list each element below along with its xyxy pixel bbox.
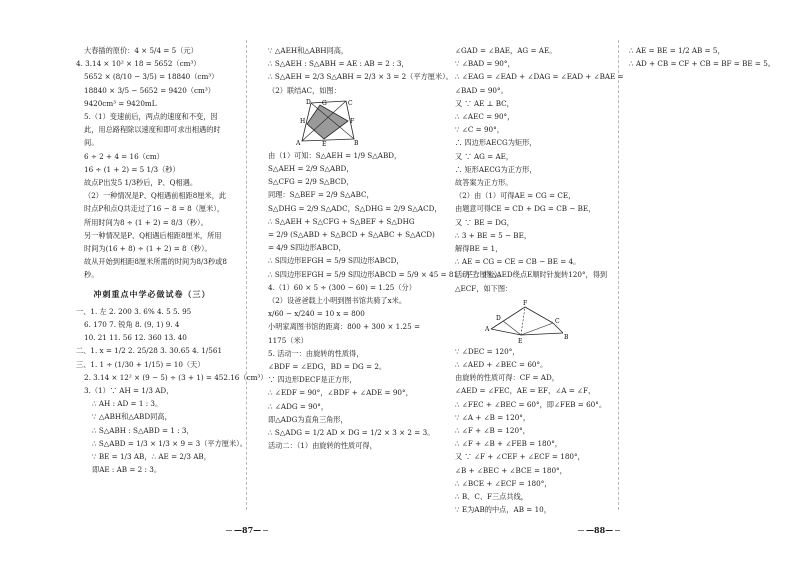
- text-line: ∴ ∠FEC + ∠BEC = 60°，即∠FEB = 60°。: [455, 399, 607, 409]
- text-line: ∴ ∠AED + ∠BEC = 60°。: [455, 360, 548, 370]
- answers-section-three: [76, 305, 268, 477]
- text-line: 解得BE = 1，: [455, 244, 503, 254]
- label-c: C: [555, 317, 560, 325]
- text-line: ∵ ∠BAD = 90°，: [455, 59, 515, 69]
- text-line: ∵ BE = 1/3 AB，∴ AE = 2/3 AB，: [92, 452, 211, 462]
- text-line: 6 ÷ 2 + 4 = 16（cm）: [84, 151, 164, 161]
- text-line: 6. 170 7. 锐角 8. (9, 1) 9. 4: [84, 320, 180, 330]
- text-line: ∴ 矩形AECG为正方形，: [455, 164, 537, 174]
- text-line: 大春插的原价：4 × 5/4 = 5（元）: [84, 46, 198, 55]
- text-line: 活动二：（1）由旋转的性质可得，: [268, 441, 377, 451]
- text-line: S△DHG = 2/9 S△ADC，S△DHG = 2/9 S△ACD，: [268, 203, 442, 213]
- segment-aeb: [491, 329, 563, 335]
- label-b: B: [564, 333, 569, 341]
- text-line: ∴ ∠EDF = 90°，∠BDF + ∠ADE = 90°，: [268, 388, 413, 398]
- quad-efgh-shaded: [307, 105, 348, 139]
- text-line: ∴ S四边形EFGH = 5/9 S四边形ABCD = 5/9 × 45 = 81（平方厘米）。: [268, 269, 505, 279]
- text-line: ∴ ∠BCE + ∠ECF = 180°，: [455, 478, 552, 488]
- text-line: （2）联结AC，如图：: [268, 85, 341, 95]
- text-line: 三、1. 1 ÷ (1/30 + 1/15) = 10（天）: [76, 359, 205, 369]
- text-line: S△CFG = 2/9 S△BCD，: [268, 177, 354, 187]
- quadrilateral-figure: [296, 99, 360, 147]
- text-line: 同理：S△BEF = 2/9 S△ABC，: [268, 190, 374, 200]
- text-line: ∠BAD = 90°。: [455, 85, 508, 95]
- text-line: （2）设爸爸载上小明到图书馆共骑了x米。: [268, 296, 407, 306]
- text-line: 又 ∵ ∠F + ∠CEF + ∠ECF = 180°，: [455, 452, 585, 462]
- label-d: D: [496, 314, 501, 322]
- text-line: ∠B + ∠BEC + ∠BCE = 180°，: [455, 465, 567, 475]
- text-line: （2）一种情况是P、Q相遇前相距8厘米，此时点P和点Q共走过了16 − 8 = 8（厘米），所用时间为8 ÷ (1 + 2) = 8/3（秒）。: [84, 191, 227, 227]
- label-e: E: [518, 337, 523, 343]
- label-f: F: [523, 299, 528, 307]
- text-line: ∴ AE = CG = CE = CB − BE = 4。: [455, 257, 581, 267]
- text-line: ∴ S△ABD = 1/3 × 1/3 × 9 = 3（平方厘米）。: [92, 438, 247, 448]
- text-line: ∴ 3 + BE = 5 − BE，: [455, 230, 532, 240]
- text-line: ∴ S△AEH + S△CFG + S△BEF + S△DHG: [268, 216, 415, 226]
- text-line: ∠AED = ∠FEC，AE = EF，∠A = ∠F，: [455, 386, 596, 396]
- label-a: A: [296, 139, 301, 147]
- text-line: ∴ S△ABH : S△ABD = 1 : 3，: [92, 425, 194, 435]
- text-line: 5.（1）变速前后，两点的速度和不变，因此，用总路程除以速度和即可求出相遇的时间。: [84, 112, 221, 148]
- label-a: A: [485, 325, 490, 333]
- answers-section-prev: [76, 44, 228, 282]
- text-line: 即△ADG为直角三角形，: [268, 414, 348, 424]
- text-line: 由题意可得CE = CD + DG = CB − BE，: [455, 204, 596, 214]
- text-line: S△AEH = 2/9 S△ABD，: [268, 164, 354, 174]
- text-line: 二、1. x = 1/2 2. 25/28 3. 30.65 4. 1/561: [76, 346, 223, 356]
- label-e: E: [322, 140, 327, 147]
- label-h: H: [300, 117, 306, 125]
- label-c: C: [348, 99, 353, 107]
- text-line: ∴ AD + CB = CF + CB = BF = BE = 5。: [629, 59, 775, 69]
- text-line: 故答案为正方形。: [455, 178, 513, 188]
- text-line: ∴ ∠F + ∠B + ∠FEB = 180°，: [455, 439, 562, 449]
- text-line: ∵ E为AB的中点，AB = 10，: [455, 505, 551, 515]
- text-line: = 4/9 S四边形ABCD，: [268, 243, 346, 253]
- text-line: 活动三：将△AED绕点E顺时针旋转120°，得到△ECF，如下图：: [455, 270, 608, 293]
- text-line: 另一种情况是P、Q相遇后相距8厘米，所用时间为(16 + 8) ÷ (1 + 2) = 8（秒）。: [84, 230, 222, 254]
- text-line: ∠BDF = ∠EDG，BD = DG = 2。: [268, 362, 387, 372]
- text-line: ∵ △ABH和△ABD同高，: [92, 412, 172, 422]
- text-line: = 2/9 (S△ABD + S△BCD + S△ABC + S△ACD): [268, 230, 435, 240]
- page-number-left: —87—: [234, 525, 262, 535]
- label-d: D: [306, 98, 311, 106]
- text-line: ∴ AH : AD = 1 : 3。: [92, 399, 163, 409]
- text-line: ∠GAD = ∠BAE，AG = AE。: [455, 46, 557, 55]
- column-divider-right: [618, 40, 619, 510]
- right-page-column-1: [455, 44, 624, 517]
- text-line: ∴ S四边形EFGH = 5/9 S四边形ABCD，: [268, 256, 404, 266]
- label-f: F: [350, 117, 355, 125]
- text-line: ∴ ∠EAG = ∠EAD + ∠DAG = ∠EAD + ∠BAE =: [455, 72, 624, 82]
- text-line: ∴ ∠ADG = 90°，: [268, 401, 329, 411]
- text-line: 又 ∵ AG = AE，: [455, 151, 514, 161]
- text-line: ∵ △AEH和△ABH同高，: [268, 46, 349, 55]
- text-line: 4. 3.14 × 10² × 18 = 5652（cm³）: [76, 59, 201, 69]
- text-line: 5652 × (8/10 − 3/5) = 18840（cm³）: [84, 72, 219, 82]
- text-line: ∴ AE = BE = 1/2 AB = 5，: [629, 46, 725, 55]
- text-line: 9420cm³ = 9420mL: [84, 98, 157, 108]
- text-line: ∵ 四边形DECF是正方形，: [268, 375, 357, 385]
- text-line: ∴ S△ADG = 1/2 AD × DG = 1/2 × 3 × 2 = 3。: [268, 428, 435, 438]
- text-line: 又 ∵ BE = DG，: [455, 217, 514, 227]
- solution-block-activity-three: [455, 345, 615, 517]
- left-page-column-1: [76, 44, 268, 477]
- text-line: 18840 × 3/5 − 5652 = 9420（cm³）: [84, 85, 215, 95]
- text-line: 5. 活动一：由旋转的性质得，: [268, 348, 364, 358]
- text-line: x/60 − x/240 = 10 x = 800: [268, 309, 365, 319]
- text-line: ∵ ∠A + ∠B = 120°，: [455, 412, 531, 422]
- text-line: 由（1）可知：S△AEH = 1/9 S△ABD，: [268, 150, 402, 160]
- text-line: ∴ S△AEH = 2/3 S△ABH = 2/3 × 3 = 2（平方厘米）。: [268, 72, 453, 82]
- label-b: B: [354, 139, 359, 147]
- text-line: 由旋转的性质可得：CF = AD，: [455, 373, 559, 383]
- text-line: 2. 3.14 × 12² × (9 − 5) ÷ (3 + 1) = 452.16（cm³）: [84, 372, 268, 382]
- text-line: ∴ B、C、F三点共线，: [455, 492, 528, 502]
- solution-block-area: [268, 44, 453, 97]
- text-line: ∴ ∠F + ∠B = 120°，: [455, 426, 530, 436]
- text-line: ∴ ∠AEC = 90°，: [455, 112, 515, 122]
- text-line: 3.（1）∵ AH = 1/3 AD，: [84, 386, 174, 396]
- text-line: ∵ ∠DEC = 120°，: [455, 346, 520, 356]
- text-line: 10. 21 11. 56 12. 360 13. 40: [84, 333, 187, 343]
- text-line: 16 ÷ (1 + 2) = 5 1/3（秒）: [84, 164, 180, 174]
- rotation-figure: [485, 297, 569, 343]
- page-number-right: —88—: [586, 525, 614, 535]
- text-line: 故从开始到相距8厘米所需的时间为8/3秒或8秒。: [84, 257, 227, 280]
- text-line: 4.（1）60 × 5 ÷ (300 − 60) = 1.25（分）: [268, 282, 416, 292]
- text-line: 小明家离图书馆的距离：800 + 300 × 1.25 = 1175（米）: [268, 322, 420, 345]
- text-line: ∴ 四边形AECG为矩形，: [455, 138, 537, 148]
- text-line: 故点P出发5 1/3秒后，P、Q相遇。: [84, 178, 198, 188]
- solution-block-final: [629, 44, 775, 70]
- text-line: 又 ∵ AE ⊥ BC，: [455, 98, 514, 108]
- text-line: ∴ S△AEH : S△ABH = AE : AB = 2 : 3，: [268, 59, 409, 69]
- exam-title: 冲刺重点中学必做试卷（三）: [93, 288, 211, 299]
- text-line: 一、1. 左 2. 200 3. 6% 4. 5 5. 95: [76, 306, 192, 316]
- solution-block-activity-two: [455, 44, 624, 295]
- right-page-column-2: [629, 44, 775, 70]
- text-line: 即AE : AB = 2 : 3。: [92, 465, 162, 475]
- segment-ef: [521, 307, 525, 335]
- text-line: ∵ ∠C = 90°，: [455, 125, 504, 135]
- text-line: （2）由（1）可得AE = CG = CE，: [455, 191, 576, 201]
- segment-ec: [521, 323, 553, 335]
- label-g: G: [322, 99, 327, 107]
